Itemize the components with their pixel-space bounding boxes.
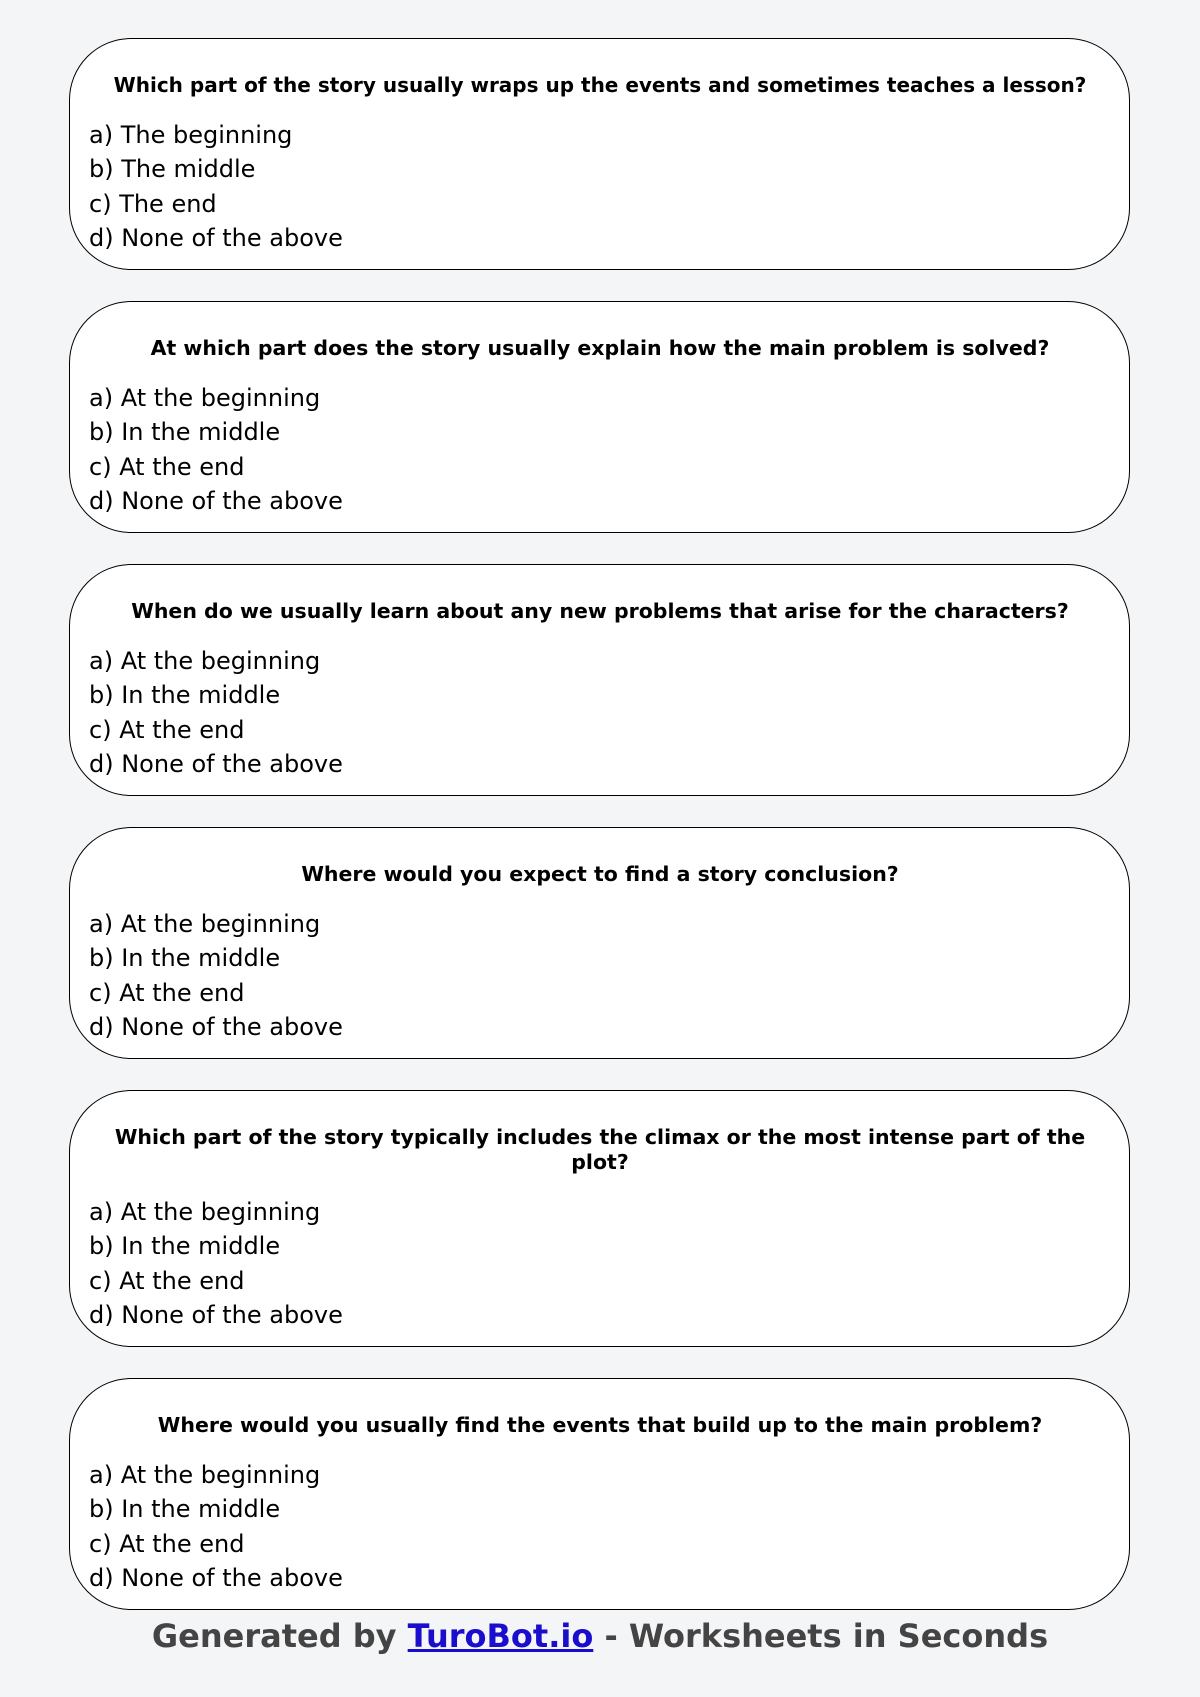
footer-suffix: - Worksheets in Seconds (593, 1617, 1049, 1655)
option-c: c) At the end (89, 1266, 245, 1295)
option-c: c) At the end (89, 715, 245, 744)
question-card (69, 827, 1130, 1059)
option-a: a) At the beginning (89, 1461, 321, 1489)
options-list (89, 644, 1111, 781)
option-d: d) None of the above (89, 1300, 343, 1329)
question-card (69, 1090, 1130, 1347)
option-a: a) The beginning (89, 121, 293, 149)
option-b: b) The middle (89, 155, 256, 184)
footer-prefix: Generated by (151, 1617, 408, 1655)
option-c: c) At the end (89, 978, 245, 1007)
question-card (69, 38, 1130, 270)
option-c: c) At the end (89, 452, 245, 481)
option-c: c) At the end (89, 1529, 245, 1558)
options-list (89, 381, 1111, 518)
options-list (89, 1458, 1111, 1595)
option-d: d) None of the above (89, 223, 343, 252)
question-text: Which part of the story typically includes the climax or the most intense part of the plot? (114, 1125, 1086, 1174)
question-text: Where would you expect to find a story conclusion? (301, 862, 899, 886)
footer-credit (0, 1616, 1200, 1656)
option-a: a) At the beginning (89, 647, 321, 675)
option-d: d) None of the above (89, 749, 343, 778)
question-text: At which part does the story usually explain how the main problem is solved? (150, 336, 1050, 360)
question-text: When do we usually learn about any new problems that arise for the characters? (131, 599, 1069, 623)
question-text: Which part of the story usually wraps up the events and sometimes teaches a lesson? (113, 73, 1087, 97)
option-b: b) In the middle (89, 1495, 281, 1524)
options-list (89, 118, 1111, 255)
option-b: b) In the middle (89, 418, 281, 447)
options-list (89, 1195, 1111, 1332)
question-card (69, 564, 1130, 796)
option-a: a) At the beginning (89, 1198, 321, 1226)
question-text: Where would you usually find the events that build up to the main problem? (157, 1413, 1043, 1437)
option-b: b) In the middle (89, 681, 281, 710)
options-list (89, 907, 1111, 1044)
option-d: d) None of the above (89, 1563, 343, 1592)
question-card (69, 1378, 1130, 1610)
option-c: c) The end (89, 189, 217, 218)
turobot-link[interactable]: TuroBot.io (407, 1617, 594, 1655)
question-card (69, 301, 1130, 533)
option-a: a) At the beginning (89, 384, 321, 412)
option-d: d) None of the above (89, 486, 343, 515)
option-b: b) In the middle (89, 1232, 281, 1261)
option-d: d) None of the above (89, 1012, 343, 1041)
option-b: b) In the middle (89, 944, 281, 973)
option-a: a) At the beginning (89, 910, 321, 938)
